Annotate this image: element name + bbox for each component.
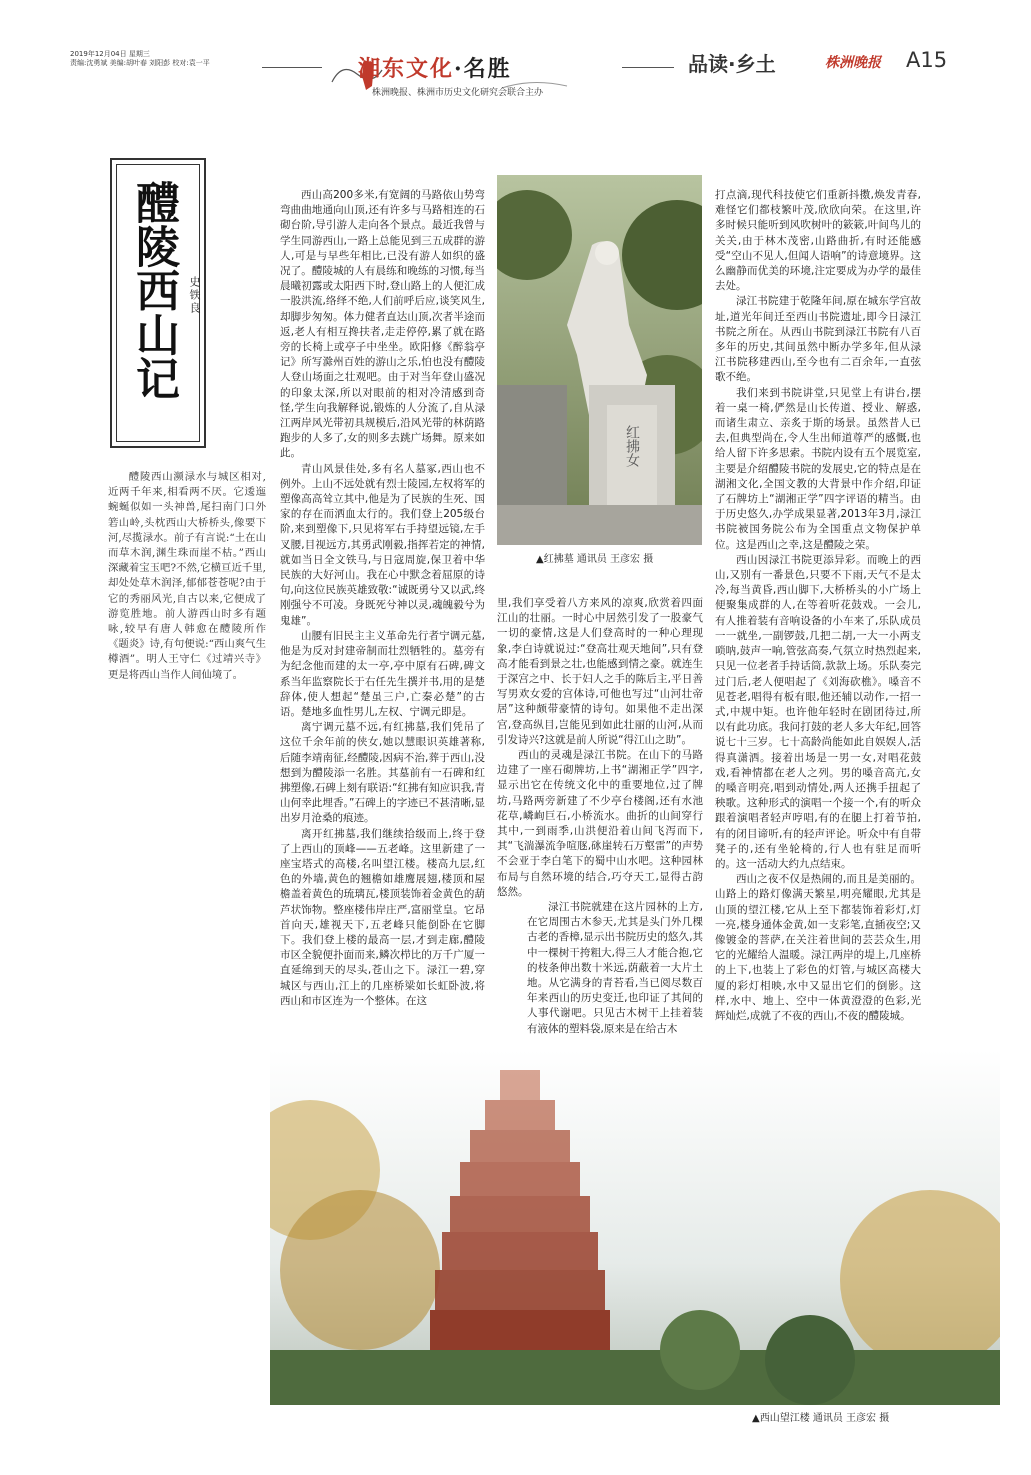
brand-sponsors: 株洲晚报、株洲市历史文化研究会联合主办 [372,88,544,98]
paragraph: 山腰有旧民主主义革命先行者宁调元墓,他是为反对封建帝制而壮烈牺牲的。墓旁有为纪念他而建的太一亭,亭中原有石碑,碑文系当年监察院长于右任先生撰并书,用的是楚辞体,使人想起“楚虽三户,亡秦必楚”的古语。楚地多血性男儿,左权、宁调元即是。 [280,629,485,718]
paragraph: 里,我们享受着八方来风的凉爽,欣赏着四面江山的壮丽。一时心中居然引发了一股豪气一切的豪情,这是人们登高时的一种心理现象,李白诗就说过:“登高壮观天地间”,只有登高才能看到景之壮,也能感到情之豪。就连生于深宫之中、长于妇人之手的陈后主,平日善写男欢女爱的宫体诗,可他也写过“山河壮帝居”这种颇带豪情的诗句。如果他不走出深宫,登高纵目,岂能见到如此壮丽的山河,从而引发诗兴?这就是前人所说“得江山之助”。 [497,597,703,746]
header-rule-right [622,67,674,68]
header-rule-left [262,67,322,68]
paragraph: 离宁调元墓不远,有红拂墓,我们凭吊了这位千余年前的侠女,她以慧眼识英雄著称,后随李靖南征,经醴陵,因病不治,葬于西山,没想到为醴陵添一名胜。其墓前有一石碑和红拂塑像,石碑上刻有联语:“红拂有知应识我,青山何幸此埋香。”石碑上的字迹已不甚清晰,显出岁月沧桑的痕迹。 [280,721,485,825]
brand-title-main: 湘东文化 [358,56,455,82]
page-number: A15 [906,48,948,72]
photo-wangjiang-tower [270,1050,1000,1405]
article-title: 醴陵西山记 [128,180,179,400]
photo-hongfu-tomb [497,175,702,545]
header-meta [70,50,270,68]
photo-caption-1: ▲红拂墓 通讯员 王彦宏 摄 [536,554,654,565]
paragraph: 渌江书院就建在这片园林的上方,在它周围古木参天,尤其是头门外几棵古老的香樟,显示出书院历史的悠久,其中一棵树干挎粗大,得三人才能合抱,它的枝条伸出数十米远,荫蔽着一大片土地。从它满身的青苔看,当已阅尽数百年来西山的历史变迁,也印证了其间的人事代谢吧。只见古木树干上挂着装有液体的塑料袋,原来是在给古木 [527,901,703,1035]
paragraph: 打点滴,现代科技使它们重新抖擞,焕发青春,难怪它们都枝繁叶茂,欣欣向荣。在这里,许多时候只能听到风吹树叶的簌簌,叶间鸟儿的关关,由于林木茂密,山路曲折,有时还能感受“空山不见人,但闻人语响”的诗意境界。这么幽静而优美的环境,注定要成为办学的最佳去处。 [715,189,921,293]
brand-title [358,52,512,83]
paragraph: 青山风景佳处,多有名人墓冢,西山也不例外。上山不远处就有烈士陵园,左权将军的塑像高高耸立其中,他是为了民族的生死、国家的存在而洒血太行的。我们登上205级台阶,来到塑像下,只见将军右手持望远镜,左手叉腰,目视远方,其勇武刚毅,指挥若定的神情,就如当日全文铁马,与日寇周旋,保卫着中华民族的大好河山。我在心中默念着屈原的诗句,向这位民族英雄致敬:“诚既勇兮又以武,终刚强兮不可凌。身既死兮神以灵,魂魄毅兮为鬼雄”。 [280,462,485,627]
paragraph: 西山高200多米,有宽阔的马路依山势弯弯曲曲地通向山顶,还有许多与马路相连的石砌台阶,导引游人走向各个景点。最近我曾与学生同游西山,一路上总能见到三五成群的游人,可是与早些年相比,已没有游人如织的盛况了。醴陵城的人有晨练和晚练的习惯,每当晨曦初露或太阳西下时,登山路上的人便汇成一股洪流,络绎不绝,人们前呼后应,谈笑风生,却脚步匆匆。体力健者直达山顶,次者半途而返,老人有相互搀扶者,走走停停,累了就在路旁的长椅上或亭子中坐坐。欧阳修《醉翁亭记》所写滁州百姓的游山之乐,怕也没有醴陵人登山场面之壮观吧。由于对当年登山盛况的印象太深,所以对眼前的相对冷清感到奇怪,学生向我解释说,锻炼的人分流了,自从渌江两岸风光带初具规模后,沿风光带的林荫路跑步的人多了,女的则多去跳广场舞。原来如此。 [280,189,485,460]
text-column-2 [497,596,703,1037]
paragraph: 西山的灵魂是渌江书院。在山下的马路边建了一座石砌牌坊,上书“湖湘正学”四字,显示出它在传统文化中的重要地位,过了牌坊,马路两旁新建了不少亭台楼阁,还有水池花草,嶙峋巨石,小桥流水。曲折的山间穿行其中,一到雨季,山洪便沿着山间飞泻而下,其“飞湍瀑流争喧豗,砯崖转石万壑雷”的声势不会亚于李白笔下的蜀中山水吧。这种园林布局与自然环境的结合,巧夺天工,显得古韵悠然。 [497,749,703,898]
paragraph: 西山之夜不仅是热闹的,而且是美丽的。山路上的路灯像满天繁星,明亮耀眼,尤其是山顶的望江楼,它从上至下都装饰着彩灯,灯一亮,楼身通体金黄,如一支彩笔,直插夜空;又像镀金的菩萨,在关注着世间的芸芸众生,用它的光耀给人温暖。渌江两岸的堤上,几座桥的上下,也装上了彩色的灯管,与城区高楼大厦的彩灯相映,水中又显出它们的倒影。这样,水中、地上、空中一体黄澄澄的色彩,光辉灿烂,成就了不夜的西山,不夜的醴陵城。 [715,873,921,1022]
paragraph: 离开红拂墓,我们继续拾级而上,终于登了上西山的顶峰——五老峰。这里新建了一座宝塔式的高楼,名叫望江楼。楼高九层,红色的外墙,黄色的翘檐如雄鹰展翅,楼顶和屋檐盖着黄色的琉璃瓦,楼顶装饰着金黄色的葫芦状饰物。整座楼伟岸庄严,富丽堂皇。它昂首向天,雄视天下,五老峰只能倒卧在它脚下。我们登上楼的最高一层,才到走廊,醴陵市区全貌便扑面而来,鳞次栉比的万千广厦一直延绵到天的尽头,苍山之下。渌江一碧,穿城区与西山,江上的几座桥梁如长虹卧波,将西山和市区连为一个整体。在这 [280,827,485,1007]
statue-plaque-text: 红拂女 [624,425,640,467]
brand-title-tail: ·名胜 [454,56,512,82]
article-intro: 醴陵西山濒渌水与城区相对,近两千年来,相看两不厌。它逶迤蜿蜒似如一头神兽,尾扫南门口外箬山岭,头枕西山大桥桥头,像要下河,尽揽渌水。前子有言说:“土在山而草木润,渊生珠而崖不枯。”西山深藏着宝玉吧?不然,它横亘近千里,却处处草木润泽,郁郁苍苍呢?由于它的秀丽风光,自古以来,它便成了游览胜地。前人游西山时多有题咏,较早有唐人韩愈在醴陵所作《题炎》诗,有句便说:“西山爽气生樽酒”。明人王守仁《过靖兴寺》更是将西山当作人间仙境了。 [108,471,266,681]
section-title: 品读·乡土 [688,52,776,76]
paragraph: 渌江书院建于乾隆年间,原在城东学宫故址,道光年间迁至西山书院遗址,即今日渌江书院之所在。从西山书院到渌江书院有八百多年的历史,其间虽然中断办学多年,但从渌江书院移建西山,至今也有二百余年,一直弦歌不绝。 [715,295,921,384]
text-column-1 [280,188,485,1009]
paragraph: 我们来到书院讲堂,只见堂上有讲台,摆着一桌一椅,俨然是山长传道、授业、解惑,而诸生肃立、亲炙于斯的场景。虽然昔人已去,但典型尚在,令人生出师道尊严的感慨,也给人留下许多思索。书院内设有五个展览室,主要是介绍醴陵书院的发展史,它的特点是在湖湘文化,全国文教的大背景中作介绍,印证了石牌坊上“湖湘正学”四字评语的精当。由于历史悠久,办学成果显著,2013年3月,渌江书院被国务院公布为全国重点文物保护单位。这是西山之幸,这是醴陵之荣。 [715,386,921,551]
statue-image [497,175,702,545]
paragraph: 西山因渌江书院更添异彩。而晚上的西山,又别有一番景色,只要不下雨,天气不是太冷,每当黄昏,西山脚下,大桥桥头的小广场上便聚集成群的人,在等着听花鼓戏。一会儿,有人推着装有音响设备的小车来了,乐队成员一一就坐,一副锣鼓,几把二胡,一大一小两支唢呐,鼓声一响,管弦高奏,气氛立时热烈起来,只见一位老者手持话筒,款款上场。乐队奏完过门后,老人便唱起了《刘海砍樵》。嗓音不见苍老,唱得有板有眼,他还辅以动作,一招一式,中规中矩。也许他年轻时在剧团待过,所以有此功底。我问打鼓的老人多大年纪,回答说七十三岁。七十高龄尚能如此自娱娱人,活得真潇洒。接着出场是一男一女,对唱花鼓戏,看神情都在老人之列。男的嗓音高亢,女的嗓音明亮,唱到动情处,两人还携手扭起了秧歌。这种形式的演唱一个接一个,有的听众跟着演唱者轻声哼唱,有的在腿上打着节拍,有的闭目谛听,有的轻声评论。听众中有自带凳子的,还有坐轮椅的,行人也有驻足而听的。这一活动大约九点结束。 [715,553,921,870]
text-column-3 [715,188,921,1024]
editor-credits: 责编:沈勇斌 美编:胡叶春 刘阳彭 校对:袁一平 [70,59,210,67]
issue-date: 2019年12月04日 星期三 [70,50,150,58]
photo-caption-2: ▲西山望江楼 通讯员 王彦宏 摄 [752,1413,890,1424]
article-author: 史铁良 [188,276,201,315]
pagoda-image [270,1050,1000,1405]
paper-logo: 株洲晚报 [825,55,881,71]
